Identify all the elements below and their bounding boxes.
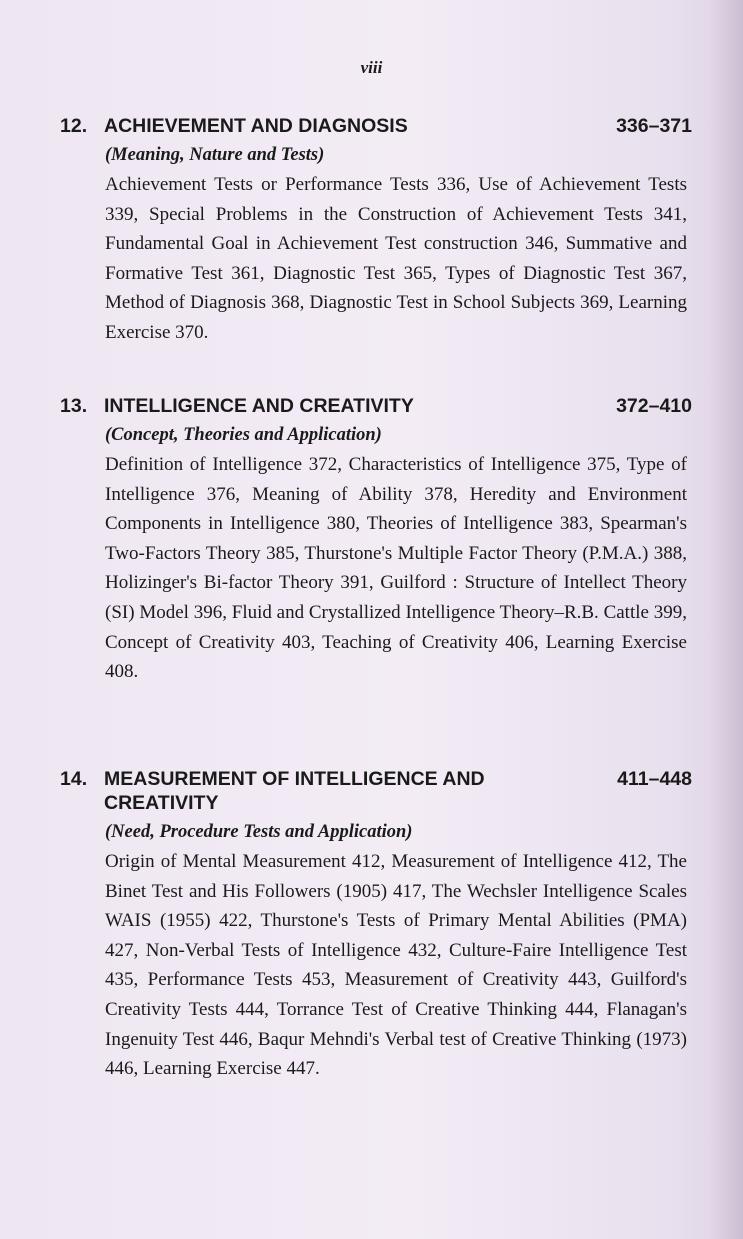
section-title: MEASUREMENT OF INTELLIGENCE AND CREATIVITY xyxy=(104,768,485,814)
section-heading xyxy=(60,767,700,815)
section-heading xyxy=(60,394,700,418)
toc-section-12 xyxy=(60,114,700,348)
toc-section-13 xyxy=(60,394,700,687)
section-subtitle: (Concept, Theories and Application) xyxy=(105,425,382,445)
section-contents: Origin of Mental Measurement 412, Measurement of Intelligence 412, The Binet Test and His Followers (1905) 417, The Wechsler Intelligence Scales WAIS (1955) 422, Thurstone's Tests of Primary Mental Abilities (PMA) 427, Non-Verbal Tests of Intelligence 432, Culture-Faire Intelligence Test 435, Performance Tests 453, Measurement of Creativity 443, Guilford's Creativity Tests 444, Torrance Test of Creative Thinking 444, Flanagan's Ingenuity Test 446, Baqur Mehndi's Verbal test of Creative Thinking (1973) 446, Learning Exercise 447. xyxy=(105,851,687,1080)
section-number: 14. xyxy=(60,768,88,790)
section-subtitle: (Meaning, Nature and Tests) xyxy=(105,145,325,165)
section-title: ACHIEVEMENT AND DIAGNOSIS xyxy=(104,115,408,137)
section-page-range: 372–410 xyxy=(616,395,692,417)
section-contents: Achievement Tests or Performance Tests 336, Use of Achievement Tests 339, Special Problems in the Construction of Achievement Tests 341, Fundamental Goal in Achievement Test construction 346, Summative and Formative Test 361, Diagnostic Test 365, Types of Diagnostic Test 367, Method of Diagnosis 368, Diagnostic Test in School Subjects 369, Learning Exercise 370. xyxy=(105,174,687,343)
section-heading xyxy=(60,114,700,138)
section-page-range: 336–371 xyxy=(616,115,692,137)
section-subtitle: (Need, Procedure Tests and Application) xyxy=(105,822,413,842)
page-edge-shadow xyxy=(709,0,743,1239)
toc-section-14 xyxy=(60,767,700,1084)
section-number: 12. xyxy=(60,115,88,137)
section-page-range: 411–448 xyxy=(617,768,692,790)
section-title: INTELLIGENCE AND CREATIVITY xyxy=(104,395,414,417)
page-number: viii xyxy=(360,58,383,77)
section-contents: Definition of Intelligence 372, Characteristics of Intelligence 375, Type of Intelligence 376, Meaning of Ability 378, Heredity and Environment Components in Intelligence 380, Theories of Intelligence 383, Spearman's Two-Factors Theory 385, Thurstone's Multiple Factor Theory (P.M.A.) 388, Holizinger's Bi-factor Theory 391, Guilford : Structure of Intellect Theory (SI) Model 396, Fluid and Crystallized Intelligence Theory–R.B. Cattle 399, Concept of Creativity 403, Teaching of Creativity 406, Learning Exercise 408. xyxy=(105,454,687,683)
section-number: 13. xyxy=(60,395,88,417)
